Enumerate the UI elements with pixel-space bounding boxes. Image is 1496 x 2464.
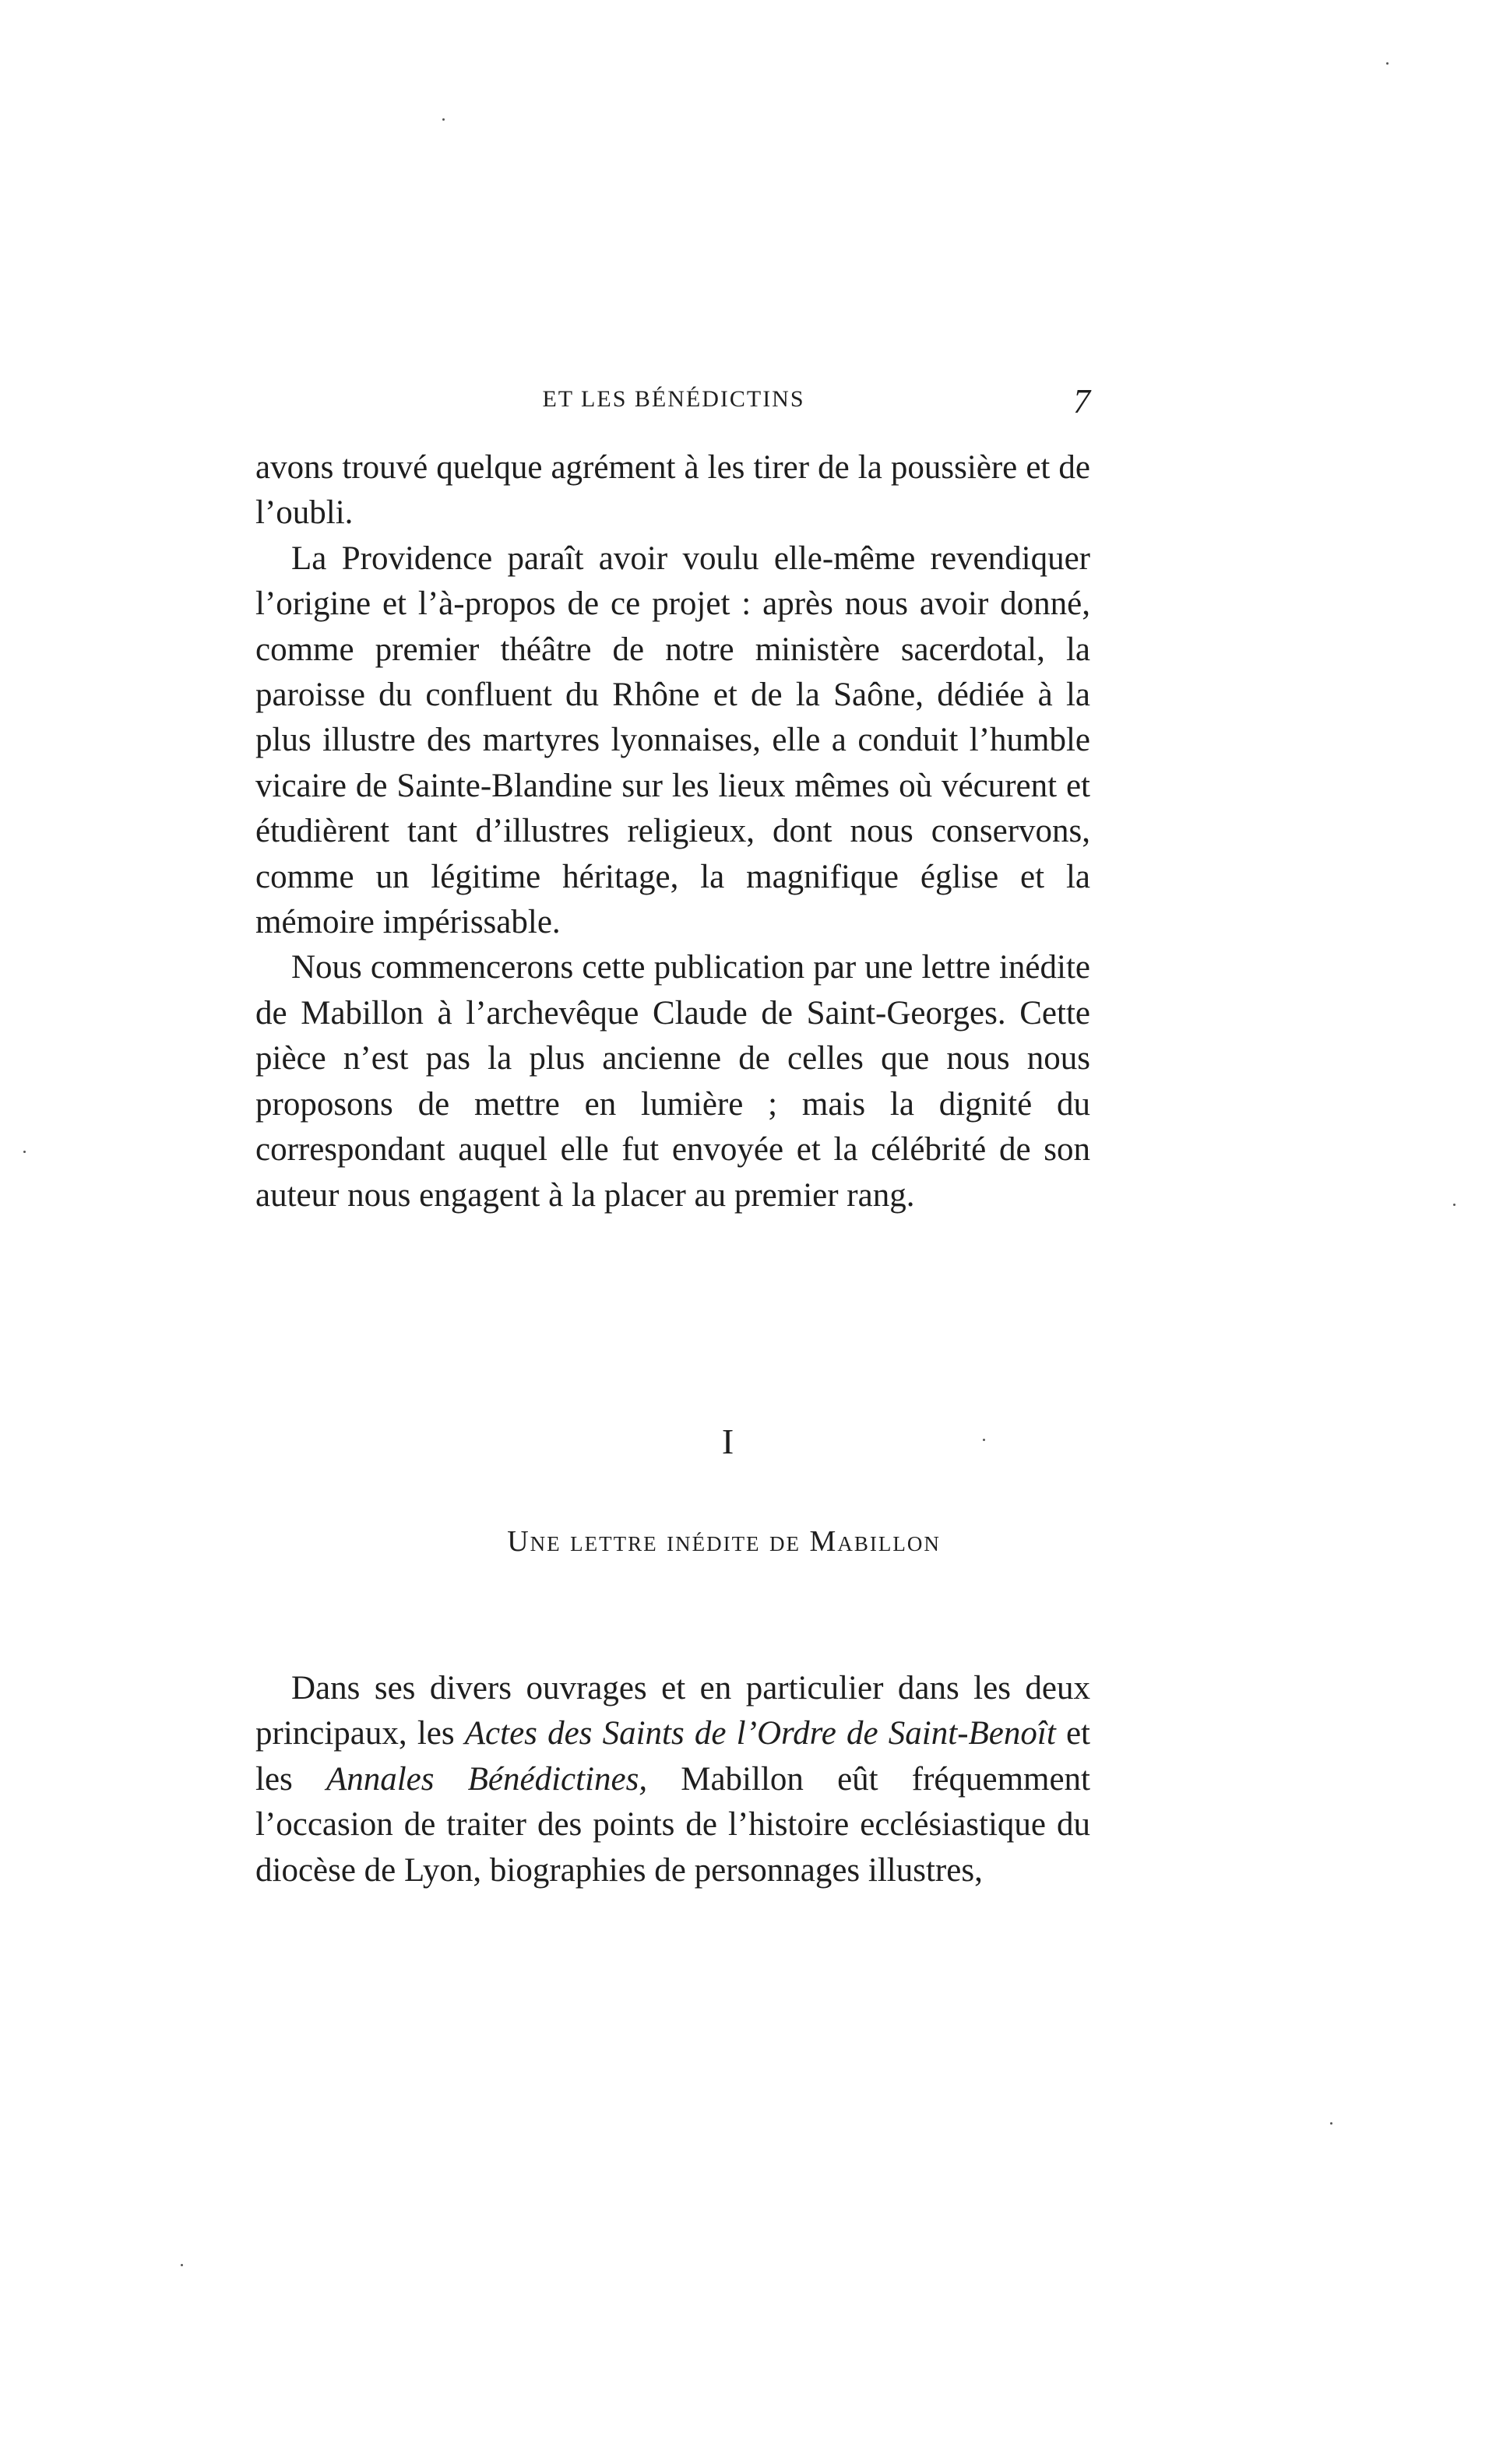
italic-book-title: Actes des Saints de l’Ordre de Saint-Benoît [464, 1715, 1056, 1752]
running-title: ET LES BÉNÉDICTINS [542, 386, 805, 412]
section-text [255, 1666, 1090, 1893]
paper-speck [983, 1439, 985, 1441]
paper-speck [442, 118, 445, 121]
paper-speck [181, 2264, 183, 2266]
paper-speck [1386, 62, 1389, 65]
paper-speck [1330, 2122, 1332, 2125]
intro-text [255, 445, 1090, 1218]
italic-book-title: Annales Bénédictines, [326, 1760, 648, 1798]
text-segment: Mabillon eût fréquemment l’occasion de traiter des points de l’histoire ecclésiastique du diocèse de Lyon, biographies de personnages illustres, [255, 1760, 1090, 1889]
paper-speck [1453, 1204, 1456, 1206]
paragraph-publication: Nous commencerons cette publication par une lettre inédite de Mabillon à l’archevêque Claude de Saint-Georges. Cette pièce n’est pas la plus ancienne de celles que nous nous proposons de mettre en lumière ; mais la dignité du correspondant auquel elle fut envoyée et la célébrité de son auteur nous engagent à la placer au premier rang. [255, 949, 1090, 1214]
text-segment: Dans ses divers ouvrages et en particulier dans les deux principaux, les [255, 1670, 1090, 1752]
paper-speck [23, 1151, 26, 1153]
section-title [0, 1524, 1496, 1559]
text-segment: et les [255, 1715, 1090, 1798]
paragraph-providence: La Providence paraît avoir voulu elle-même revendiquer l’origine et l’à-propos de ce projet : après nous avoir donné, comme premier théâtre de notre ministère sacerdotal, la paroisse du confluent du Rhône et de la Saône, dédiée à la plus illustre des martyres lyonnaises, elle a conduit l’humble vicaire de Sainte-Blandine sur les lieux mêmes où vécurent et étudièrent tant d’illustres religieux, dont nous conservons, comme un légitime héritage, la magnifique église et la mémoire impérissable. [255, 540, 1090, 941]
paragraph-mabillon [255, 1666, 1090, 1893]
section-number-label: I [721, 1422, 734, 1461]
running-head [257, 381, 1090, 428]
section-title-label: Une lettre inédite de Mabillon [507, 1525, 941, 1558]
page-number: 7 [1073, 382, 1090, 420]
section-number [0, 1421, 1496, 1462]
paragraph-continuation: avons trouvé quelque agrément à les tirer de la poussière et de l’oubli. [255, 449, 1090, 532]
